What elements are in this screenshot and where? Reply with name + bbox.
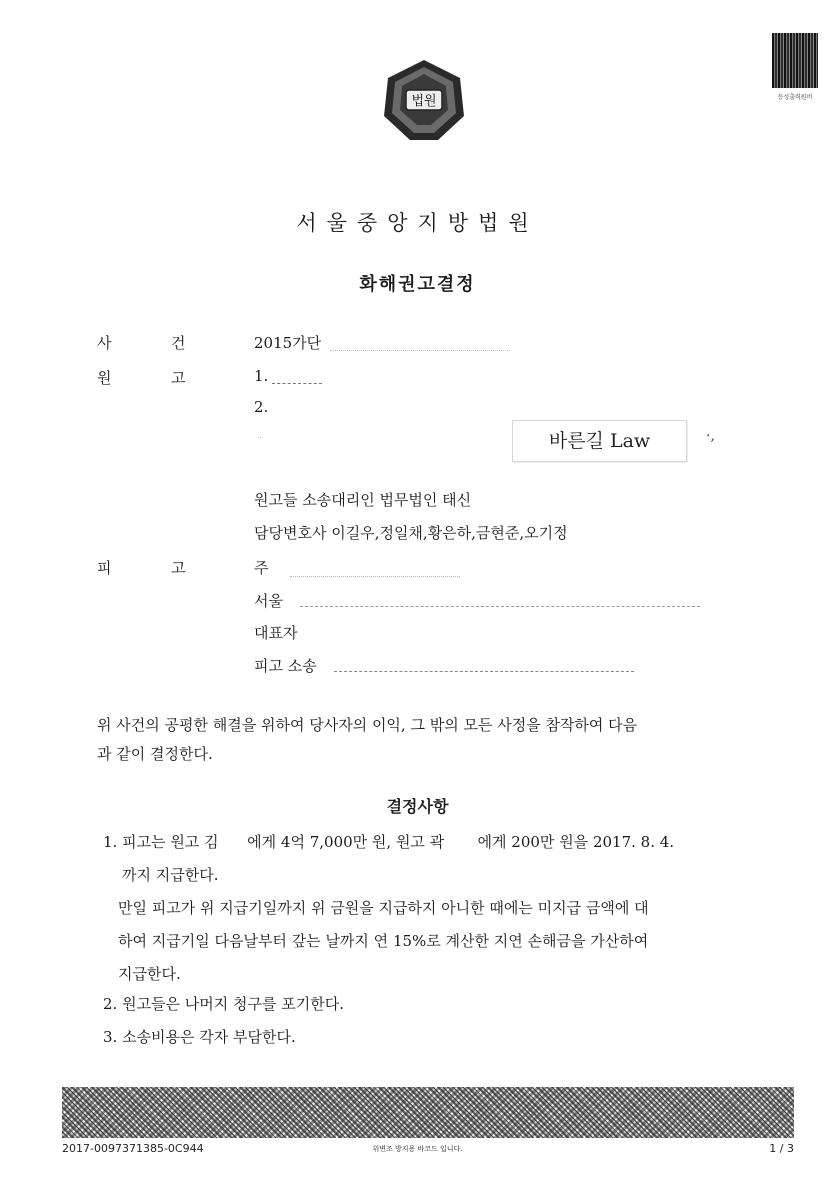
defendant-label-1: 피 bbox=[97, 559, 112, 577]
decision-item-1-line-2: 까지 지급한다. bbox=[122, 866, 219, 884]
plaintiff-item-2: 2. bbox=[254, 398, 269, 416]
defendant-label-2: 고 bbox=[171, 559, 186, 577]
decision-item-1-line-4: 하여 지급기일 다음날부터 갚는 날까지 연 15%로 계산한 지연 손해금을 가산하여 bbox=[118, 932, 649, 950]
document-title: 화해권고결정 bbox=[359, 274, 476, 295]
intro-line-2: 과 같이 결정한다. bbox=[97, 745, 213, 763]
stamp-mark: ·, bbox=[706, 428, 715, 444]
redaction-case bbox=[330, 349, 510, 351]
decision-item-1-line-1: 1. 피고는 원고 김 에게 4억 7,000만 원, 원고 곽 에게 200만 원을 2017. 8. 4. bbox=[103, 833, 675, 851]
redaction-defendant-2 bbox=[300, 605, 700, 607]
emblem-label: 법원 bbox=[411, 94, 437, 109]
case-label-2: 건 bbox=[171, 334, 186, 352]
intro-line-1: 위 사건의 공평한 해결을 위하여 당사자의 이익, 그 밖의 모든 사정을 참작하여 다음 bbox=[97, 716, 638, 734]
qr-code bbox=[772, 33, 818, 88]
section-title: 결정사항 bbox=[386, 797, 449, 816]
decision-item-1-line-5: 지급한다. bbox=[118, 965, 181, 983]
decision-item-3: 3. 소송비용은 각자 부담한다. bbox=[103, 1028, 296, 1046]
defendant-line-3: 대표자 bbox=[254, 624, 298, 642]
redaction-plaintiff-2 bbox=[258, 436, 261, 438]
court-name: 서울중앙지방법원 bbox=[296, 211, 539, 235]
law-firm-stamp: 바른길 Law bbox=[512, 420, 687, 462]
case-number: 2015가단 bbox=[254, 334, 322, 352]
defendant-line-4: 피고 소송 bbox=[254, 657, 317, 675]
document-id: 2017-0097371385-0C944 bbox=[62, 1142, 204, 1155]
qr-caption: 등성출력원비 bbox=[777, 94, 813, 101]
defendant-line-2: 서울 bbox=[254, 592, 283, 610]
decision-item-1-line-3: 만일 피고가 위 지급기일까지 위 금원을 지급하지 아니한 때에는 미지급 금액에 대 bbox=[118, 899, 649, 917]
barcode-notice: 위변조 방지용 바코드 입니다. bbox=[372, 1145, 463, 1153]
redaction-defendant-4 bbox=[334, 670, 634, 672]
decision-item-2: 2. 원고들은 나머지 청구를 포기한다. bbox=[103, 995, 345, 1013]
redaction-defendant-1 bbox=[290, 575, 460, 577]
page-number: 1 / 3 bbox=[769, 1142, 794, 1155]
redaction-plaintiff-1 bbox=[272, 382, 322, 384]
defendant-line-1: 주 bbox=[254, 559, 269, 577]
plaintiff-label-1: 원 bbox=[97, 369, 112, 387]
anti-forgery-barcode bbox=[62, 1087, 794, 1138]
plaintiff-label-2: 고 bbox=[171, 369, 186, 387]
plaintiff-item-1: 1. bbox=[254, 367, 269, 385]
plaintiff-lawyers: 담당변호사 이길우,정일채,황은하,금현준,오기정 bbox=[254, 524, 568, 542]
case-label-1: 사 bbox=[97, 334, 112, 352]
court-emblem bbox=[382, 58, 466, 142]
plaintiff-counsel: 원고들 소송대리인 법무법인 태신 bbox=[254, 491, 472, 509]
